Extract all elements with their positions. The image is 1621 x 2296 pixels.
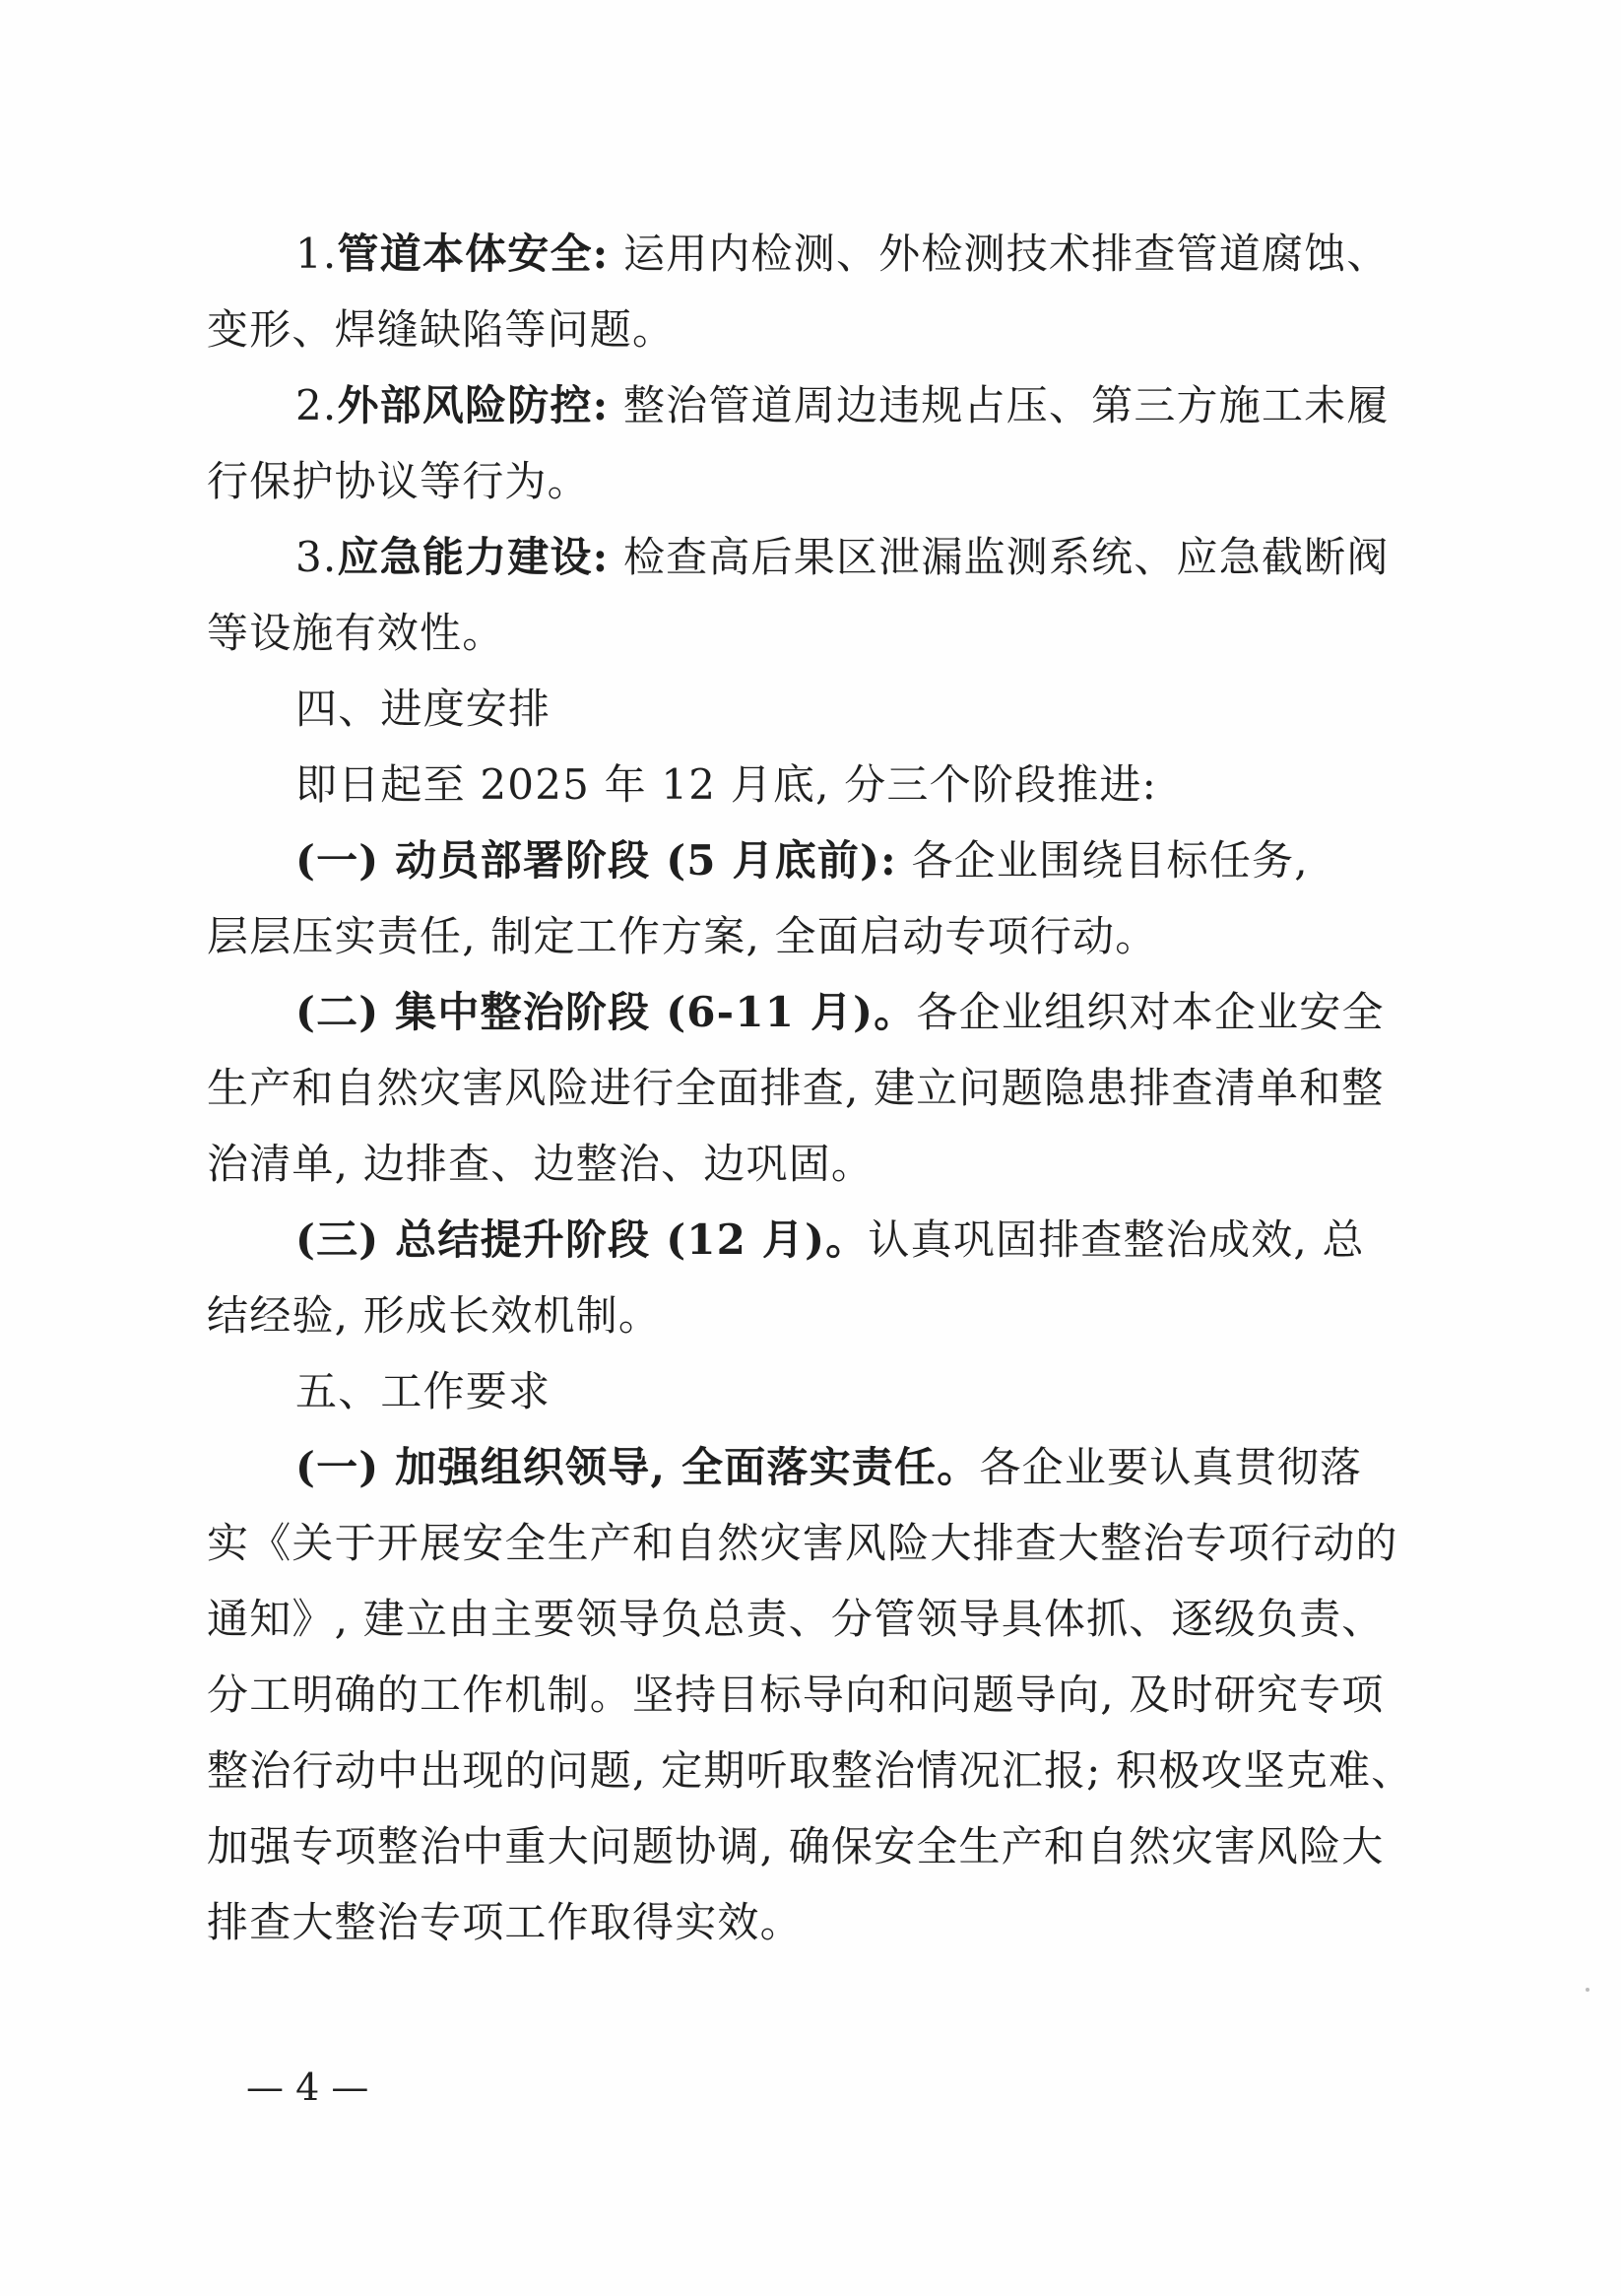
text-line xyxy=(207,1064,1385,1112)
text-segment: 整治管道周边违规占压、第三方施工未履 xyxy=(609,381,1390,429)
text-line xyxy=(207,305,676,354)
text-segment: 生产和自然灾害风险进行全面排查, 建立问题隐患排查清单和整 xyxy=(207,1064,1385,1112)
text-segment: 各企业围绕目标任务, xyxy=(896,836,1309,885)
text-segment: 治清单, 边排查、边整治、边巩固。 xyxy=(207,1140,875,1188)
bold-text: 外部风险防控: xyxy=(337,381,610,429)
scan-speck xyxy=(1586,1988,1589,1992)
text-line xyxy=(207,457,590,505)
bold-text: (一) 动员部署阶段 (5 月底前): xyxy=(295,836,897,885)
text-segment: 实《关于开展安全生产和自然灾害风险大排查大整治专项行动的 xyxy=(207,1519,1398,1567)
text-segment: 认真巩固排查整治成效, 总 xyxy=(868,1215,1365,1264)
text-segment: 变形、焊缝缺陷等问题。 xyxy=(207,305,676,354)
text-line xyxy=(207,1519,1398,1567)
section-heading xyxy=(295,1367,551,1415)
text-segment: 即日起至 2025 年 12 月底, 分三个阶段推进: xyxy=(295,760,1157,809)
text-segment: 加强专项整治中重大问题协调, 确保安全生产和自然灾害风险大 xyxy=(207,1822,1385,1870)
text-line xyxy=(207,1746,1414,1795)
list-number: 3. xyxy=(295,533,338,581)
text-line xyxy=(207,1595,1385,1643)
text-line xyxy=(295,836,1309,885)
list-number: 1. xyxy=(295,230,338,278)
text-segment: 分工明确的工作机制。坚持目标导向和问题导向, 及时研究专项 xyxy=(207,1671,1385,1719)
heading-text: 五、工作要求 xyxy=(295,1367,551,1415)
text-segment: 行保护协议等行为。 xyxy=(207,457,590,505)
text-segment: 排查大整治专项工作取得实效。 xyxy=(207,1898,803,1946)
bold-text: 管道本体安全: xyxy=(337,230,610,278)
text-segment: 运用内检测、外检测技术排查管道腐蚀、 xyxy=(609,230,1390,278)
text-segment: 各企业要认真贯彻落 xyxy=(979,1443,1363,1491)
text-line xyxy=(207,1671,1385,1719)
bold-text: (二) 集中整治阶段 (6-11 月)。 xyxy=(295,988,917,1036)
text-line xyxy=(207,609,505,657)
text-line xyxy=(295,1215,1365,1264)
text-line xyxy=(295,760,1157,809)
text-line xyxy=(295,230,1390,278)
page-number: — 4 — xyxy=(246,2066,369,2109)
text-segment: 结经验, 形成长效机制。 xyxy=(207,1291,662,1340)
bold-text: (三) 总结提升阶段 (12 月)。 xyxy=(295,1215,869,1264)
list-number: 2. xyxy=(295,381,338,429)
text-segment: 整治行动中出现的问题, 定期听取整治情况汇报; 积极攻坚克难、 xyxy=(207,1746,1414,1795)
text-segment: 等设施有效性。 xyxy=(207,609,505,657)
text-segment: 通知》, 建立由主要领导负总责、分管领导具体抓、逐级负责、 xyxy=(207,1595,1385,1643)
text-line xyxy=(207,1140,875,1188)
text-line xyxy=(207,912,1158,960)
text-line xyxy=(295,381,1390,429)
text-line xyxy=(295,533,1390,581)
text-segment: 层层压实责任, 制定工作方案, 全面启动专项行动。 xyxy=(207,912,1158,960)
bold-text: (一) 加强组织领导, 全面落实责任。 xyxy=(295,1443,980,1491)
text-line xyxy=(207,1898,803,1946)
text-line xyxy=(207,1291,662,1340)
text-line xyxy=(207,1822,1385,1870)
bold-text: 应急能力建设: xyxy=(337,533,610,581)
text-line xyxy=(295,1443,1363,1491)
text-segment: 检查高后果区泄漏监测系统、应急截断阀 xyxy=(609,533,1390,581)
text-segment: 各企业组织对本企业安全 xyxy=(916,988,1385,1036)
heading-text: 四、进度安排 xyxy=(295,685,551,733)
section-heading xyxy=(295,685,551,733)
text-line xyxy=(295,988,1385,1036)
